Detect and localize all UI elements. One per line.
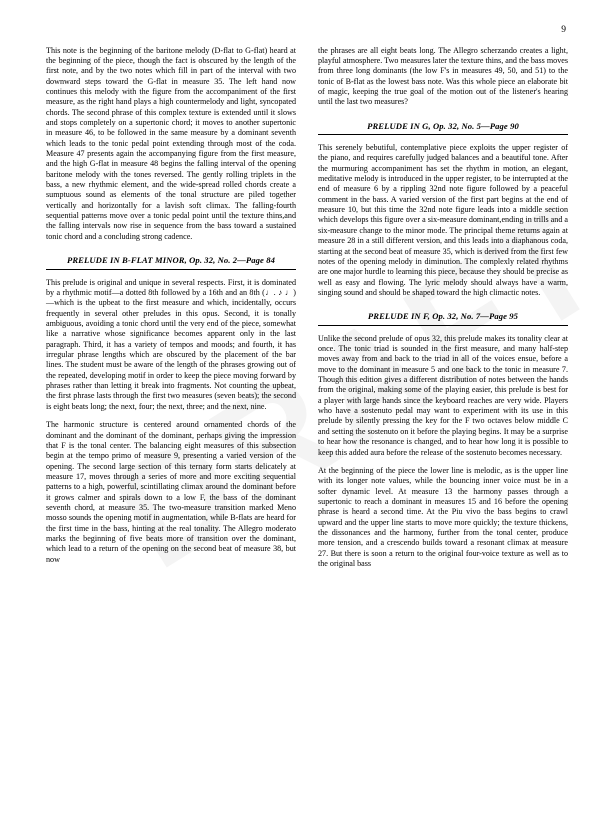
heading-prelude-f: PRELUDE IN F, Op. 32, No. 7—Page 95 <box>318 311 568 326</box>
heading-prelude-b-flat-minor: PRELUDE IN B-FLAT MINOR, Op. 32, No. 2—Page 84 <box>46 255 296 270</box>
paragraph-right-4: At the beginning of the piece the lower line is melodic, as is the upper line with its longer note values, while the bouncing inner voice must be in a softer dynamic level. At measure 13 the harmony passes through a supertonic to reach a dominant in measures 15 and 16 before the opening phrase is heard a second time. At the Piu vivo the bass begins to crawl upward and the upper line starts to move more quickly; the texture thickens, the dissonances and the harmony, further from the tonal center, produce more tension, and a crescendo builds toward a resonant climax at measure 27. But there is soon a return to the original four-voice texture as well as to the original bass <box>318 466 568 569</box>
page-number: 9 <box>561 25 566 35</box>
right-column <box>318 46 568 570</box>
left-column <box>46 46 296 570</box>
paragraph-right-3: Unlike the second prelude of opus 32, this prelude makes its tonality clear at once. The tonic triad is sounded in the first measure, and many half-step moves away from and back to the triad in all of the voices ensue, before a move to the dominant in measure 5 and one back to the tonic in measure 7. Though this edition gives a different distribution of notes between the hands from the original, making some of the playing easier, this prelude is best for a player with large hands since the keyboard reaches are very wide. Players who have a sostenuto pedal may want to experiment with its use in this prelude by silently pressing the key for the F two octaves below middle C and setting the sostenuto on it before the playing begins. It may be a surprise to hear how the resonance is changed, and to hear how long it is possible to keep this added aura before the release of the sostenuto becomes necessary. <box>318 333 568 457</box>
paragraph-left-2: This prelude is original and unique in several respects. First, it is dominated by a rhythmic motif—a dotted 8th followed by a 16th and an 8th (♩. ♪ ♩)—which is the upbeat to the first measure and which, incidentally, occurs frequently in several other preludes in this opus. Second, it is tonally ambiguous, avoiding a tonic chord until the very end of the piece, somewhat like a narrative whose significance becomes apparent only in the last paragraph. Third, it has a variety of tempos and moods; and fourth, it has irregular phrase lengths which are obscured by the placement of the bar lines. The student must be aware of the length of the phrases growing out of the repeated, developing motif in order to keep the piece moving forward by phrases rather than letting it break into fragments. Not counting the upbeat, the first phrase lasts through the first two measures (seven beats); the second is eight beats long; the next, four; the next, three; and the next, nine. <box>46 277 296 411</box>
paragraph-right-2: This serenely bebutiful, contemplative piece exploits the upper register of the piano, and requires carefully judged balances and a beautiful tone. After the murmuring accompaniment has set the rhythm in motion, an elegant, meditative melody is introduced in the upper register, to be interrupted at the end of measure 6 by a rippling 32nd note figure followed by a peaceful comment in the bass. A varied version of the first part begins at the end of measure 10, but this time the 32nd note figure leads into a middle section which develops this figure over a six-measure dominant,ending in trills and a six-measure change to the minor mode. The principal theme returns again at measure 28 in a still different version, and this leads into a diaphanous coda, starting at the second beat of measure 35, which is derived from the first few notes of the opening melody in diminution. The complexly related rhythms are one major hurdle to learning this piece, because they should be precise as well as easy and flowing. The lyric melody should always have a warm, singing sound and should be shaped toward the high climactic notes. <box>318 143 568 297</box>
paragraph-right-1: the phrases are all eight beats long. The Allegro scherzando creates a light, playful atmosphere. Two measures later the texture thins, and the bass moves from three long dominants (the low F's in measures 49, 50, and 51) to the tonic of B-flat as the lowest bass note. Was this whole piece an elaborate bit of magic, keeping the true goal of the motion out of the listener's hearing until the last two measures? <box>318 45 568 107</box>
heading-prelude-g: PRELUDE IN G, Op. 32, No. 5—Page 90 <box>318 121 568 136</box>
paragraph-left-3: The harmonic structure is centered around ornamented chords of the dominant and the dominant of the dominant, perhaps giving the impression that F is the tonal center. The balancing eight measures of this subsection begin at the tempo primo of measure 9, presenting a varied version of the opening. The second large section of this ternary form starts delicately at measure 17, moves through a series of more and more exciting sequential patterns to a high, powerful, scintillating climax around the dominant before it grows calmer and spirals down to a low F, the bass of the dominant seventh chord, at measure 35. The two-measure transition marked Meno mosso sounds the opening motif in augmentation, while B-flats are heard for the first time in the bass, hinting at the real tonality. The Allegro moderato marks the beginning of five beats more of transition over the dominant, which lead to a return of the opening on the second beat of measure 38, but now <box>46 420 296 564</box>
paragraph-left-1: This note is the beginning of the baritone melody (D-flat to G-flat) heard at the beginning of the piece, though the fact is obscured by the length of the first note, and by the two notes which fill in part of the interval with two downward steps toward the G-flat in measure 35. The left hand now continues this melody with the figure from the accompaniment of the first measure, as the right hand plays a high countermelody and light, syncopated chords. The second phrase of this complex texture is extended until it slows and stops completely on a supertonic chord; it moves to another supertonic in measure 46, to be followed in the same measure by a dominant seventh which leads to the tonic pedal point extending through most of the coda. Measure 47 presents again the accompanying figure from the first measure, and the high G-flat in measure 48 begins the falling interval of the opening baritone melody with the tones reversed. The gently rolling triplets in the bass, a new rhythmic element, and the wide-spread rolled chords create a sumptuous sound as elements of the tonal structure are piled together vertically and horizontally for a lavish soft climax. The falling-fourth sequential patterns move over a tonic pedal point until the texture thins,and the falling intervals now rise in sequence from the bass toward a sustained tonic chord and a concluding strong cadence. <box>46 45 296 241</box>
two-column-layout <box>46 46 566 570</box>
